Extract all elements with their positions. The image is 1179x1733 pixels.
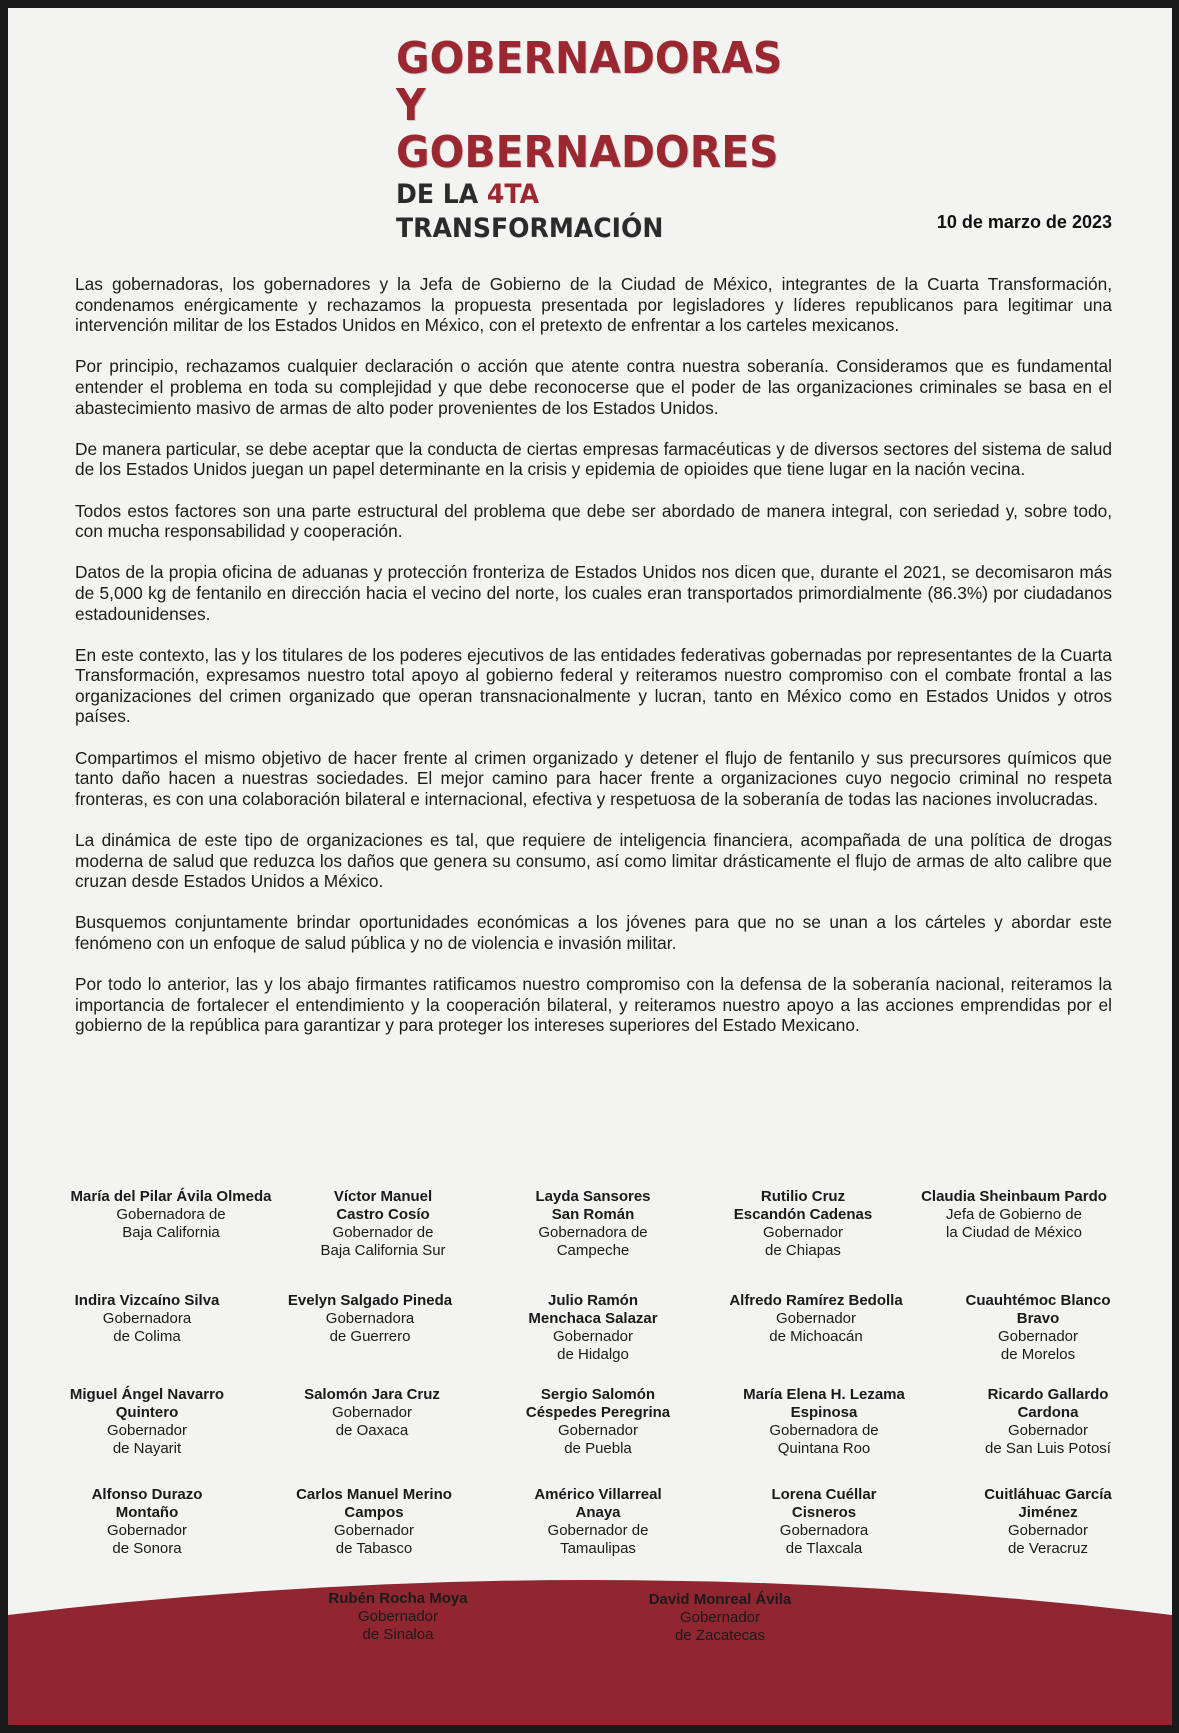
signer-role: Gobernador de Chiapas	[762, 1224, 844, 1259]
logo-line-1: GOBERNADORAS	[396, 33, 783, 84]
signer	[478, 1188, 708, 1260]
signer-role: Gobernador de Tabasco	[333, 1522, 415, 1557]
signer	[283, 1590, 513, 1644]
signer-name: Ricardo Gallardo Cardona	[987, 1386, 1109, 1421]
paragraph: Busquemos conjuntamente brindar oportunidades económicas a los jóvenes para que no se unan a los cárteles y abordar este fenómeno con un enfoque de salud pública y no de violencia e invasión militar.	[75, 912, 1112, 953]
signer-name: Rutilio Cruz Escandón Cadenas	[733, 1188, 873, 1223]
signer-role: Gobernadora de Baja California	[116, 1206, 226, 1241]
signer	[259, 1486, 489, 1558]
signer-name: Cuitláhuac García Jiménez	[984, 1486, 1112, 1521]
signer-role: Gobernador de Nayarit	[106, 1422, 188, 1457]
signer-role: Gobernador de Tamaulipas	[547, 1522, 649, 1557]
signer-name: Claudia Sheinbaum Pardo	[921, 1188, 1107, 1205]
signer	[32, 1292, 262, 1346]
logo-line-2: Y GOBERNADORES	[396, 80, 779, 178]
signer-name: Lorena Cuéllar Cisneros	[771, 1486, 877, 1521]
letter-page	[8, 8, 1172, 1725]
signer-name: Víctor Manuel Castro Cosío	[333, 1188, 433, 1223]
signer-name: David Monreal Ávila	[648, 1591, 792, 1608]
signer-role: Gobernador de Hidalgo	[552, 1328, 634, 1363]
signer	[709, 1386, 939, 1458]
paragraph: Todos estos factores son una parte estructural del problema que debe ser abordado de manera integral, con seriedad y, sobre todo, con mucha responsabilidad y cooperación.	[75, 500, 1112, 542]
signatories	[8, 8, 1172, 1725]
paragraph: Por todo lo anterior, las y los abajo firmantes ratificamos nuestro compromiso con la defensa de la soberanía nacional, reiteramos la importancia de fortalecer el entendimiento y la cooperación bilateral, y reiteramos nuestro apoyo a las acciones emprendidas por el gobierno de la república para garantizar y para proteger los intereses superiores del Estado Mexicano.	[75, 974, 1112, 1036]
signer-name: Carlos Manuel Merino Campos	[296, 1486, 452, 1521]
signer	[478, 1292, 708, 1364]
logo-line-3-pre: DE LA	[396, 179, 487, 210]
signer	[709, 1486, 939, 1558]
signer	[268, 1188, 498, 1260]
signer-name: Indira Vizcaíno Silva	[74, 1292, 220, 1309]
signer	[933, 1386, 1163, 1458]
signer-role: Gobernador de Morelos	[997, 1328, 1079, 1363]
signer-role: Gobernadora de Colima	[102, 1310, 192, 1345]
signer-role: Gobernadora de Tlaxcala	[779, 1522, 869, 1557]
signer-name: Salomón Jara Cruz	[304, 1386, 440, 1403]
paragraph: En este contexto, las y los titulares de los poderes ejecutivos de las entidades federativas gobernadas por representantes de la Cuarta Transformación, expresamos nuestro total apoyo al gobierno federal y reiteramos nuestro compromiso con el combate frontal a las organizaciones del crimen organizado que operan transnacionalmente y lucran, tanto en México como en Estados Unidos y otros países.	[75, 644, 1112, 727]
signer	[56, 1188, 286, 1242]
paragraph: Por principio, rechazamos cualquier declaración o acción que atente contra nuestra soberanía. Consideramos que es fundamental entender el problema en toda su complejidad y que debe reconocerse que el poder de las organizaciones criminales se basa en el abastecimiento masivo de armas de alto poder provenientes de los Estados Unidos.	[75, 356, 1112, 418]
signer	[688, 1188, 918, 1260]
signer-role: Gobernador de Michoacán	[769, 1310, 863, 1345]
signer-name: Evelyn Salgado Pineda	[287, 1292, 453, 1309]
signer-name: Alfredo Ramírez Bedolla	[729, 1292, 903, 1309]
signer-role: Gobernador de Zacatecas	[674, 1609, 766, 1644]
signer-role: Gobernador de Sinaloa	[357, 1608, 439, 1643]
signer-role: Gobernador de San Luis Potosí	[985, 1422, 1111, 1457]
signer-name: Rubén Rocha Moya	[328, 1590, 468, 1607]
signer	[32, 1486, 262, 1558]
signer-role: Gobernador de Sonora	[106, 1522, 188, 1557]
paragraph: La dinámica de este tipo de organizaciones es tal, que requiere de inteligencia financiera, acompañada de una política de drogas moderna de salud que reduzca los daños que genera su consumo, así como limitar drásticamente el flujo de armas de alto calibre que cruzan desde Estados Unidos a México.	[75, 830, 1112, 892]
signer	[899, 1188, 1129, 1242]
signer	[483, 1386, 713, 1458]
paragraph: Las gobernadoras, los gobernadores y la Jefa de Gobierno de la Ciudad de México, integrantes de la Cuarta Transformación, condenamos enérgicamente y rechazamos la propuesta presentada por legisladores y líderes republicanos para legitimar una intervención militar de los Estados Unidos en México, con el pretexto de enfrentar a los carteles mexicanos.	[75, 274, 1112, 336]
signer-name: Julio Ramón Menchaca Salazar	[528, 1292, 658, 1327]
signer-name: María del Pilar Ávila Olmeda	[70, 1188, 272, 1205]
paragraph: Datos de la propia oficina de aduanas y protección fronteriza de Estados Unidos nos dicen que, durante el 2021, se decomisaron más de 5,000 kg de fentanilo en dirección hacia el vecino del norte, los cuales eran transportados primordialmente (86.3%) por ciudadanos estadounidenses.	[75, 562, 1112, 624]
signer	[933, 1486, 1163, 1558]
signer-name: Cuauhtémoc Blanco Bravo	[965, 1292, 1111, 1327]
signer-role: Gobernador de Baja California Sur	[320, 1224, 446, 1259]
signer-name: María Elena H. Lezama Espinosa	[743, 1386, 905, 1421]
signer	[923, 1292, 1153, 1364]
signer-role: Gobernador de Veracruz	[1007, 1522, 1089, 1557]
logo-line-3-post: TRANSFORMACIÓN	[396, 213, 664, 244]
signer-name: Miguel Ángel Navarro Quintero	[69, 1386, 225, 1421]
paragraph: Compartimos el mismo objetivo de hacer frente al crimen organizado y detener el flujo de fentanilo y sus precursores químicos que tanto daño hacen a nuestras sociedades. El mejor camino para hacer frente a organizaciones cuyo negocio criminal no respeta fronteras, es con una colaboración bilateral e internacional, efectiva y respetuosa de la soberanía de todas las naciones involucradas.	[75, 747, 1112, 809]
signer-name: Alfonso Durazo Montaño	[91, 1486, 203, 1521]
signer	[257, 1386, 487, 1440]
signer	[255, 1292, 485, 1346]
paragraph: De manera particular, se debe aceptar que la conducta de ciertas empresas farmacéuticas y de diversos sectores del sistema de salud de los Estados Unidos juegan un papel determinante en la crisis y epidemia de opioides que tiene lugar en la nación vecina.	[75, 438, 1112, 480]
signer-role: Gobernadora de Campeche	[538, 1224, 648, 1259]
signer-role: Gobernador de Oaxaca	[331, 1404, 413, 1439]
signer-name: Layda Sansores San Román	[535, 1188, 651, 1223]
signer-role: Gobernadora de Quintana Roo	[769, 1422, 879, 1457]
signer	[605, 1591, 835, 1645]
signer	[483, 1486, 713, 1558]
signer-name: Sergio Salomón Céspedes Peregrina	[525, 1386, 671, 1421]
signer-name: Américo Villarreal Anaya	[534, 1486, 662, 1521]
signer-role: Gobernadora de Guerrero	[325, 1310, 415, 1345]
signer	[701, 1292, 931, 1346]
signer-role: Gobernador de Puebla	[557, 1422, 639, 1457]
letter-date: 10 de marzo de 2023	[936, 212, 1112, 232]
logo-line-3-accent: 4TA	[486, 179, 540, 210]
signer	[32, 1386, 262, 1458]
signer-role: Jefa de Gobierno de la Ciudad de México	[946, 1206, 1082, 1241]
